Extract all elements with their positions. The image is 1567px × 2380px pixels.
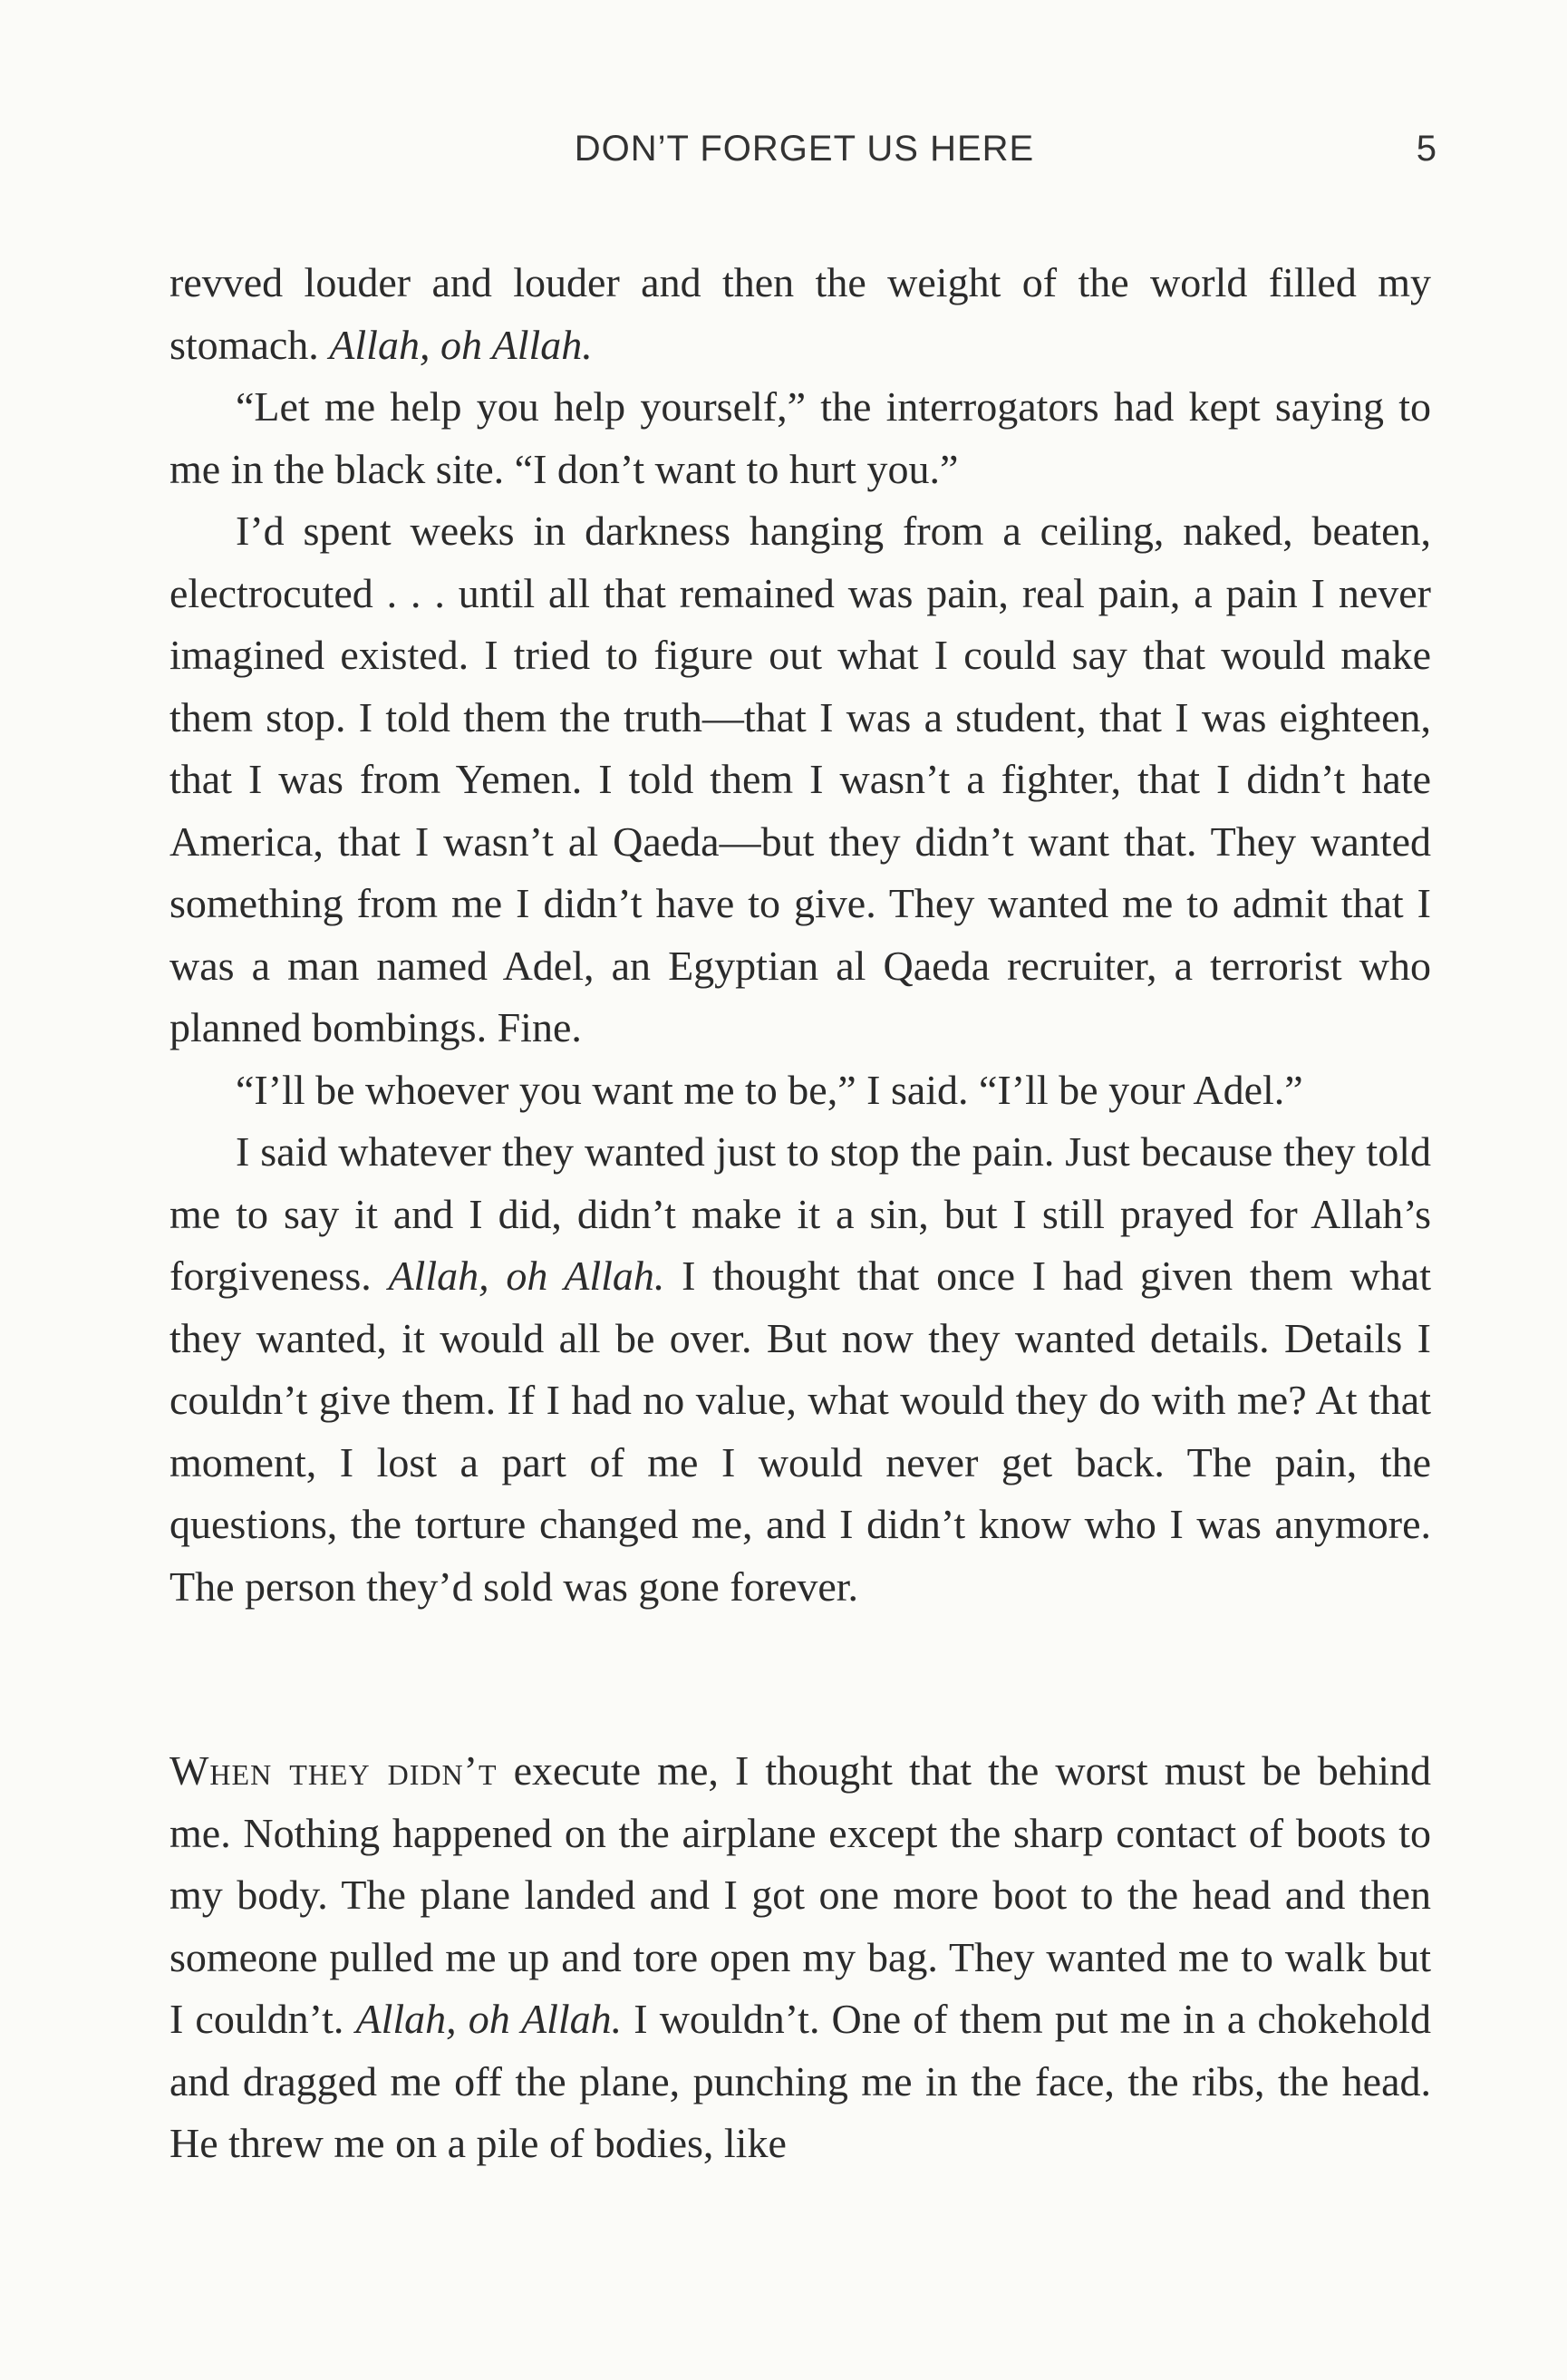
paragraph-text: I wouldn’t. One of them put me in a chokehold and dragged me off the plane, punching me in the face, the ribs, the head. He threw me on a pile of bodies, like [169, 1996, 1431, 2166]
paragraph-text: revved louder and louder and then the weight of the world filled my stomach. [169, 259, 1431, 368]
paragraph-interrogators-quote: “Let me help you help yourself,” the interrogators had kept saying to me in the black site. “I don’t want to hurt you.” [169, 383, 1431, 492]
running-head-title: DON’T FORGET US HERE [574, 129, 1035, 169]
paragraph-text: execute me, I thought that the worst must be behind me. Nothing happened on the airplane except the sharp contact of boots to my body. The plane landed and I got one more boot to the head and then someone pulled me up and tore open my bag. They wanted me to walk but I couldn’t. [169, 1747, 1431, 2042]
paragraph-darkness: I’d spent weeks in darkness hanging from a ceiling, naked, beaten, electrocuted . . . until all that remained was pain, real pain, a pain I never imagined existed. I tried to figure out what I could say that would make them stop. I told them the truth—that I was a student, that I was eighteen, that I was from Yemen. I told them I wasn’t a fighter, that I didn’t hate America, that I wasn’t al Qaeda—but they didn’t want that. They wanted something from me I didn’t have to give. They wanted me to admit that I was a man named Adel, an Egyptian al Qaeda recruiter, a terrorist who planned bombings. Fine. [169, 508, 1431, 1050]
small-caps-lead-in: When they didn’t [169, 1747, 498, 1794]
paragraph-continuation [169, 252, 1431, 376]
paragraph-forgiveness [169, 1121, 1431, 1618]
paragraph-adel-quote: “I’ll be whoever you want me to be,” I said. “I’ll be your Adel.” [236, 1066, 1303, 1113]
running-header [172, 129, 1436, 183]
italic-phrase: Allah, oh Allah. [329, 321, 593, 368]
italic-phrase: Allah, oh Allah. [355, 1996, 623, 2042]
paragraph-section-opening [169, 1740, 1431, 2175]
paragraph-text: I thought that once I had given them what they wanted, it would all be over. But now they wanted details. Details I couldn’t give them. If I had no value, what would they do with me? At that moment, I lost a part of me I would never get back. The pain, the questions, the torture changed me, and I didn’t know who I was anymore. The person they’d sold was gone forever. [169, 1253, 1431, 1610]
italic-phrase: Allah, oh Allah. [388, 1253, 665, 1299]
paragraph-text: I said whatever they wanted just to stop the pain. Just because they told me to say it and I did, didn’t make it a sin, but I still prayed for Allah’s forgiveness. [169, 1128, 1431, 1299]
page-body [169, 252, 1431, 2175]
section-break [169, 1618, 1431, 1740]
page-number: 5 [1416, 129, 1436, 169]
